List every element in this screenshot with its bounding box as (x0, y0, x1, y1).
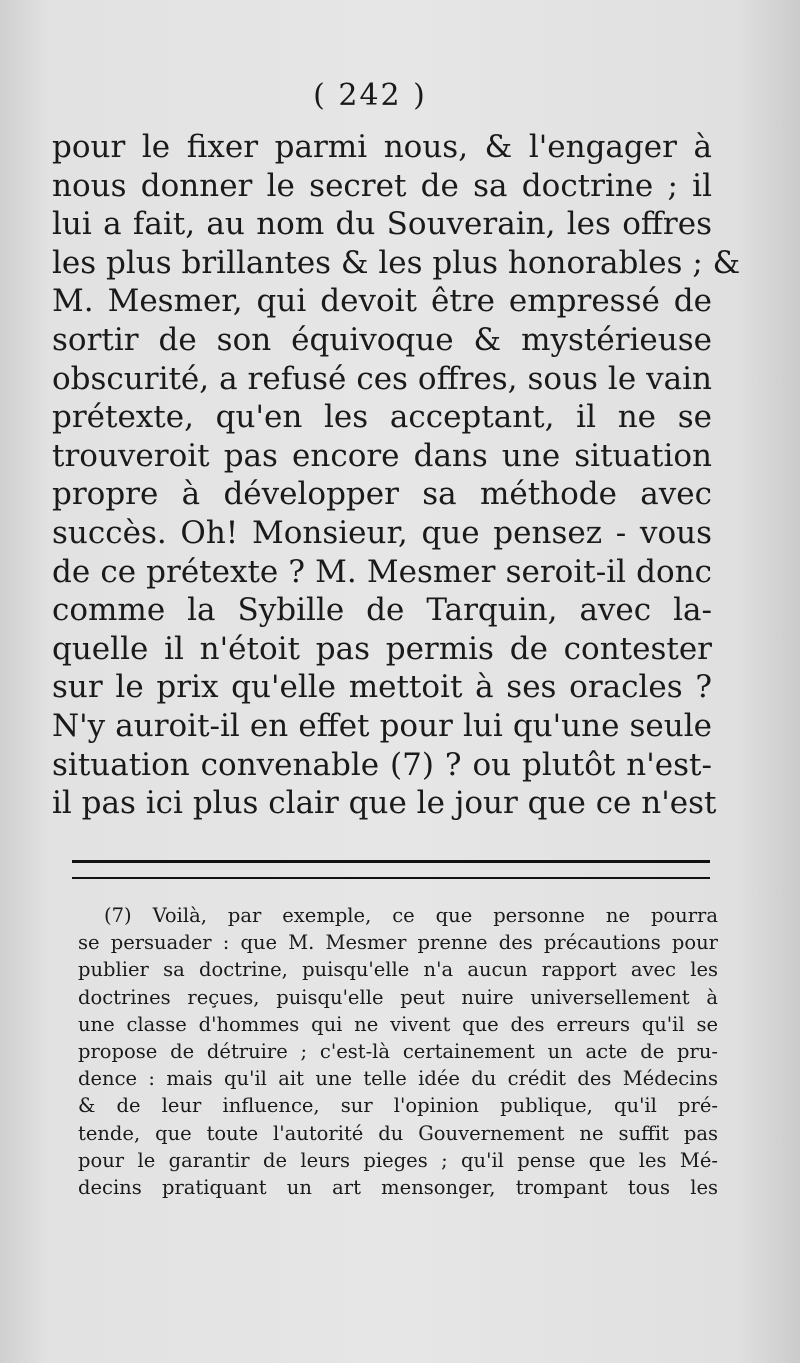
footnote-rule (72, 860, 710, 863)
text-line: prétexte, qu'en les acceptant, il ne se (52, 399, 712, 436)
footnote-line: doctrines reçues, puisqu'elle peut nuire universellement à (78, 985, 718, 1009)
text-line: il pas ici plus clair que le jour que ce n'est (52, 785, 717, 822)
text-line: sortir de son équivoque & mystérieuse (52, 321, 712, 358)
text-line: obscurité, a refusé ces offres, sous le vain (52, 360, 712, 397)
footnote-line: se persuader : que M. Mesmer prenne des précautions pour (78, 931, 718, 955)
footnote-line: & de leur influence, sur l'opinion publique, qu'il pré- (78, 1094, 718, 1118)
text-line: pour le fixer parmi nous, & l'engager à (52, 129, 712, 165)
footnote-line: tende, que toute l'autorité du Gouvernement ne suffit pas (78, 1121, 718, 1145)
main-text (52, 128, 741, 823)
footnote-line: dence : mais qu'il ait une telle idée du crédit des Médecins (78, 1067, 718, 1091)
footnote-line: decins pratiquant un art mensonger, trompant tous les (78, 1175, 718, 1199)
footnote-line: publier sa doctrine, puisqu'elle n'a aucun rapport avec les (78, 958, 718, 982)
footnote-line: une classe d'hommes qui ne vivent que des erreurs qu'il se (78, 1012, 718, 1036)
footnote-line: (7) Voilà, par exemple, ce que personne ne pourra (104, 904, 718, 927)
text-line: trouveroit pas encore dans une situation (52, 437, 712, 474)
text-line: comme la Sybille de Tarquin, avec la- (52, 592, 712, 629)
text-line: propre à développer sa méthode avec (52, 476, 712, 513)
text-line: les plus brillantes & les plus honorables ; & (52, 244, 741, 281)
footnote-line: pour le garantir de leurs pieges ; qu'il pense que les Mé- (78, 1148, 718, 1172)
text-line: sur le prix qu'elle mettoit à ses oracles ? (52, 669, 712, 706)
page-number: ( 242 ) (313, 78, 427, 113)
text-line: lui a fait, au nom du Souverain, les offres (52, 206, 712, 243)
text-line: quelle il n'étoit pas permis de contester (52, 630, 712, 667)
text-line: situation convenable (7) ? ou plutôt n'est- (52, 746, 712, 783)
text-line: N'y auroit-il en effet pour lui qu'une seule (52, 707, 712, 744)
footnote-line: propose de détruire ; c'est-là certainement un acte de pru- (78, 1039, 718, 1063)
text-line: nous donner le secret de sa doctrine ; il (52, 167, 712, 204)
footnote-rule-thin (72, 877, 710, 879)
text-line: succès. Oh! Monsieur, que pensez - vous (52, 514, 712, 551)
text-line: de ce prétexte ? M. Mesmer seroit-il donc (52, 553, 712, 590)
footnote (78, 902, 718, 1201)
text-line: M. Mesmer, qui devoit être empressé de (52, 283, 712, 320)
